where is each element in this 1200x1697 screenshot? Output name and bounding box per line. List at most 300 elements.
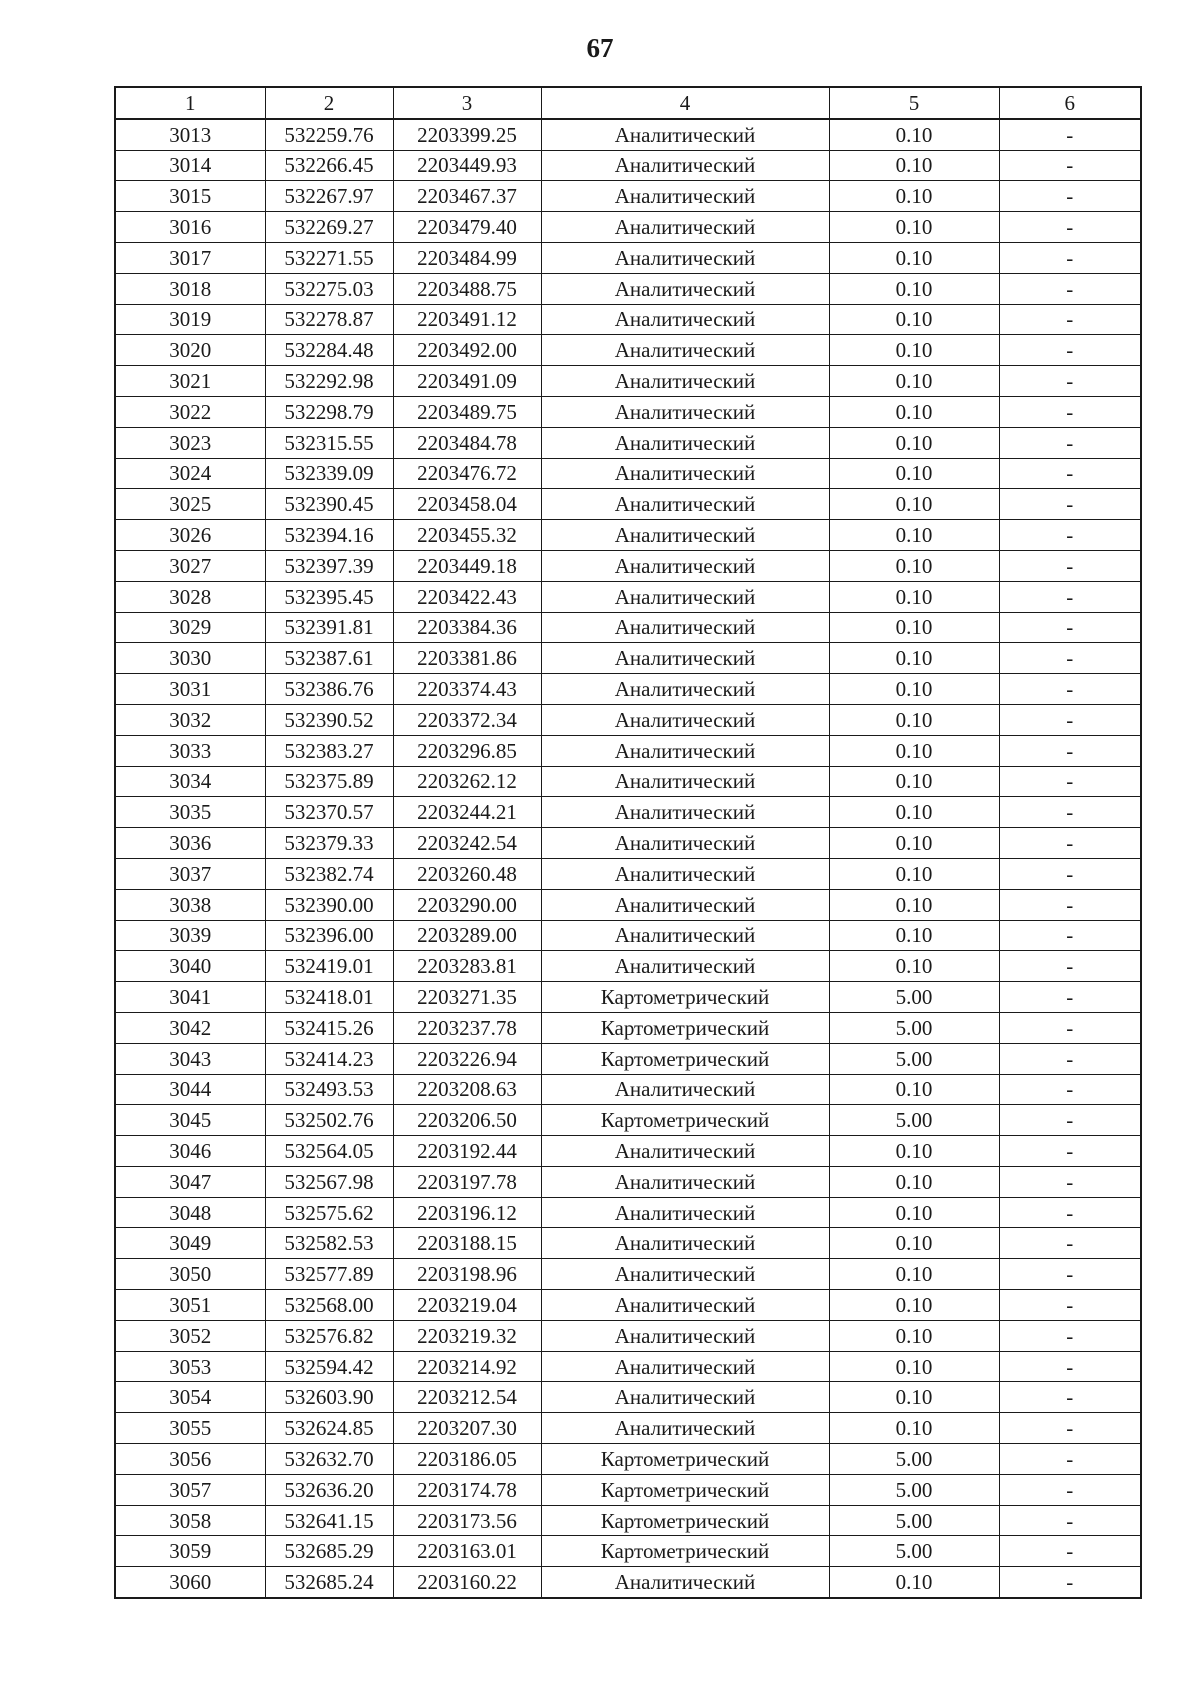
y-coordinate-cell: 2203467.37	[393, 181, 541, 212]
accuracy-cell: 5.00	[829, 982, 999, 1013]
y-coordinate-cell: 2203384.36	[393, 612, 541, 643]
method-cell: Аналитический	[541, 828, 829, 859]
method-cell: Картометрический	[541, 1043, 829, 1074]
point-number-cell: 3031	[115, 674, 265, 705]
method-cell: Аналитический	[541, 1136, 829, 1167]
y-coordinate-cell: 2203226.94	[393, 1043, 541, 1074]
note-cell: -	[999, 612, 1141, 643]
y-coordinate-cell: 2203186.05	[393, 1444, 541, 1475]
method-cell: Аналитический	[541, 1074, 829, 1105]
y-coordinate-cell: 2203489.75	[393, 396, 541, 427]
table-row	[115, 1505, 1141, 1536]
note-cell: -	[999, 766, 1141, 797]
note-cell: -	[999, 396, 1141, 427]
point-number-cell: 3016	[115, 212, 265, 243]
x-coordinate-cell: 532632.70	[265, 1444, 393, 1475]
note-cell: -	[999, 1474, 1141, 1505]
accuracy-cell: 0.10	[829, 858, 999, 889]
table-row	[115, 242, 1141, 273]
note-cell: -	[999, 1012, 1141, 1043]
method-cell: Картометрический	[541, 1536, 829, 1567]
y-coordinate-cell: 2203491.12	[393, 304, 541, 335]
method-cell: Аналитический	[541, 951, 829, 982]
method-cell: Картометрический	[541, 1012, 829, 1043]
y-coordinate-cell: 2203173.56	[393, 1505, 541, 1536]
x-coordinate-cell: 532419.01	[265, 951, 393, 982]
x-coordinate-cell: 532397.39	[265, 550, 393, 581]
table-row	[115, 1043, 1141, 1074]
note-cell: -	[999, 273, 1141, 304]
table-row	[115, 1290, 1141, 1321]
point-number-cell: 3043	[115, 1043, 265, 1074]
y-coordinate-cell: 2203271.35	[393, 982, 541, 1013]
y-coordinate-cell: 2203208.63	[393, 1074, 541, 1105]
note-cell: -	[999, 1197, 1141, 1228]
method-cell: Аналитический	[541, 335, 829, 366]
y-coordinate-cell: 2203374.43	[393, 674, 541, 705]
method-cell: Аналитический	[541, 489, 829, 520]
note-cell: -	[999, 828, 1141, 859]
x-coordinate-cell: 532271.55	[265, 242, 393, 273]
table-row	[115, 951, 1141, 982]
table-row	[115, 458, 1141, 489]
y-coordinate-cell: 2203290.00	[393, 889, 541, 920]
note-cell: -	[999, 458, 1141, 489]
table-row	[115, 1166, 1141, 1197]
method-cell: Аналитический	[541, 797, 829, 828]
table-row	[115, 212, 1141, 243]
column-header: 2	[265, 87, 393, 119]
y-coordinate-cell: 2203458.04	[393, 489, 541, 520]
x-coordinate-cell: 532278.87	[265, 304, 393, 335]
x-coordinate-cell: 532391.81	[265, 612, 393, 643]
table-row	[115, 858, 1141, 889]
method-cell: Аналитический	[541, 889, 829, 920]
accuracy-cell: 5.00	[829, 1444, 999, 1475]
x-coordinate-cell: 532383.27	[265, 735, 393, 766]
table-row	[115, 550, 1141, 581]
method-cell: Аналитический	[541, 181, 829, 212]
method-cell: Аналитический	[541, 520, 829, 551]
method-cell: Аналитический	[541, 643, 829, 674]
table-row	[115, 273, 1141, 304]
table-row	[115, 889, 1141, 920]
method-cell: Аналитический	[541, 1290, 829, 1321]
column-header: 1	[115, 87, 265, 119]
point-number-cell: 3053	[115, 1351, 265, 1382]
table-row	[115, 920, 1141, 951]
accuracy-cell: 0.10	[829, 674, 999, 705]
table-row	[115, 119, 1141, 150]
note-cell: -	[999, 1228, 1141, 1259]
accuracy-cell: 0.10	[829, 1351, 999, 1382]
method-cell: Аналитический	[541, 396, 829, 427]
note-cell: -	[999, 1290, 1141, 1321]
x-coordinate-cell: 532284.48	[265, 335, 393, 366]
x-coordinate-cell: 532382.74	[265, 858, 393, 889]
table-row	[115, 828, 1141, 859]
note-cell: -	[999, 489, 1141, 520]
y-coordinate-cell: 2203296.85	[393, 735, 541, 766]
table-row	[115, 489, 1141, 520]
point-number-cell: 3040	[115, 951, 265, 982]
table-row	[115, 766, 1141, 797]
point-number-cell: 3036	[115, 828, 265, 859]
accuracy-cell: 0.10	[829, 458, 999, 489]
accuracy-cell: 5.00	[829, 1012, 999, 1043]
x-coordinate-cell: 532636.20	[265, 1474, 393, 1505]
accuracy-cell: 0.10	[829, 242, 999, 273]
y-coordinate-cell: 2203381.86	[393, 643, 541, 674]
x-coordinate-cell: 532418.01	[265, 982, 393, 1013]
column-header: 5	[829, 87, 999, 119]
point-number-cell: 3029	[115, 612, 265, 643]
y-coordinate-cell: 2203198.96	[393, 1259, 541, 1290]
x-coordinate-cell: 532386.76	[265, 674, 393, 705]
table-row	[115, 304, 1141, 335]
method-cell: Аналитический	[541, 766, 829, 797]
page-number: 67	[586, 33, 614, 63]
table-row	[115, 643, 1141, 674]
y-coordinate-cell: 2203260.48	[393, 858, 541, 889]
point-number-cell: 3025	[115, 489, 265, 520]
table-row	[115, 674, 1141, 705]
method-cell: Картометрический	[541, 1444, 829, 1475]
note-cell: -	[999, 427, 1141, 458]
table-row	[115, 1197, 1141, 1228]
x-coordinate-cell: 532567.98	[265, 1166, 393, 1197]
point-number-cell: 3056	[115, 1444, 265, 1475]
y-coordinate-cell: 2203262.12	[393, 766, 541, 797]
accuracy-cell: 5.00	[829, 1105, 999, 1136]
note-cell: -	[999, 1536, 1141, 1567]
note-cell: -	[999, 366, 1141, 397]
table-row	[115, 1228, 1141, 1259]
x-coordinate-cell: 532493.53	[265, 1074, 393, 1105]
point-number-cell: 3048	[115, 1197, 265, 1228]
y-coordinate-cell: 2203488.75	[393, 273, 541, 304]
note-cell: -	[999, 1166, 1141, 1197]
table-body	[115, 119, 1141, 1598]
accuracy-cell: 0.10	[829, 366, 999, 397]
point-number-cell: 3034	[115, 766, 265, 797]
y-coordinate-cell: 2203197.78	[393, 1166, 541, 1197]
point-number-cell: 3028	[115, 581, 265, 612]
x-coordinate-cell: 532387.61	[265, 643, 393, 674]
x-coordinate-cell: 532269.27	[265, 212, 393, 243]
point-number-cell: 3054	[115, 1382, 265, 1413]
table-row	[115, 797, 1141, 828]
x-coordinate-cell: 532370.57	[265, 797, 393, 828]
accuracy-cell: 0.10	[829, 1382, 999, 1413]
accuracy-cell: 0.10	[829, 828, 999, 859]
point-number-cell: 3049	[115, 1228, 265, 1259]
point-number-cell: 3019	[115, 304, 265, 335]
accuracy-cell: 0.10	[829, 1259, 999, 1290]
x-coordinate-cell: 532575.62	[265, 1197, 393, 1228]
note-cell: -	[999, 889, 1141, 920]
point-number-cell: 3038	[115, 889, 265, 920]
accuracy-cell: 0.10	[829, 643, 999, 674]
table-row	[115, 1382, 1141, 1413]
table-row	[115, 1474, 1141, 1505]
y-coordinate-cell: 2203484.99	[393, 242, 541, 273]
accuracy-cell: 0.10	[829, 1074, 999, 1105]
x-coordinate-cell: 532339.09	[265, 458, 393, 489]
accuracy-cell: 0.10	[829, 550, 999, 581]
method-cell: Картометрический	[541, 1505, 829, 1536]
x-coordinate-cell: 532375.89	[265, 766, 393, 797]
point-number-cell: 3052	[115, 1320, 265, 1351]
accuracy-cell: 5.00	[829, 1536, 999, 1567]
accuracy-cell: 5.00	[829, 1474, 999, 1505]
point-number-cell: 3047	[115, 1166, 265, 1197]
point-number-cell: 3059	[115, 1536, 265, 1567]
table-row	[115, 1012, 1141, 1043]
method-cell: Аналитический	[541, 735, 829, 766]
x-coordinate-cell: 532582.53	[265, 1228, 393, 1259]
y-coordinate-cell: 2203174.78	[393, 1474, 541, 1505]
method-cell: Аналитический	[541, 920, 829, 951]
y-coordinate-cell: 2203188.15	[393, 1228, 541, 1259]
method-cell: Аналитический	[541, 304, 829, 335]
point-number-cell: 3045	[115, 1105, 265, 1136]
accuracy-cell: 0.10	[829, 273, 999, 304]
x-coordinate-cell: 532266.45	[265, 150, 393, 181]
accuracy-cell: 0.10	[829, 1166, 999, 1197]
x-coordinate-cell: 532577.89	[265, 1259, 393, 1290]
accuracy-cell: 0.10	[829, 797, 999, 828]
y-coordinate-cell: 2203219.32	[393, 1320, 541, 1351]
y-coordinate-cell: 2203244.21	[393, 797, 541, 828]
table-row	[115, 704, 1141, 735]
y-coordinate-cell: 2203289.00	[393, 920, 541, 951]
point-number-cell: 3041	[115, 982, 265, 1013]
method-cell: Аналитический	[541, 704, 829, 735]
x-coordinate-cell: 532390.00	[265, 889, 393, 920]
y-coordinate-cell: 2203206.50	[393, 1105, 541, 1136]
accuracy-cell: 0.10	[829, 1136, 999, 1167]
method-cell: Аналитический	[541, 150, 829, 181]
point-number-cell: 3017	[115, 242, 265, 273]
table-row	[115, 612, 1141, 643]
method-cell: Аналитический	[541, 1382, 829, 1413]
point-number-cell: 3032	[115, 704, 265, 735]
note-cell: -	[999, 119, 1141, 150]
y-coordinate-cell: 2203372.34	[393, 704, 541, 735]
point-number-cell: 3044	[115, 1074, 265, 1105]
note-cell: -	[999, 704, 1141, 735]
accuracy-cell: 0.10	[829, 889, 999, 920]
note-cell: -	[999, 242, 1141, 273]
note-cell: -	[999, 581, 1141, 612]
accuracy-cell: 0.10	[829, 1197, 999, 1228]
accuracy-cell: 0.10	[829, 1290, 999, 1321]
method-cell: Аналитический	[541, 550, 829, 581]
accuracy-cell: 0.10	[829, 212, 999, 243]
y-coordinate-cell: 2203207.30	[393, 1413, 541, 1444]
note-cell: -	[999, 304, 1141, 335]
point-number-cell: 3057	[115, 1474, 265, 1505]
x-coordinate-cell: 532685.24	[265, 1567, 393, 1598]
y-coordinate-cell: 2203422.43	[393, 581, 541, 612]
accuracy-cell: 0.10	[829, 335, 999, 366]
note-cell: -	[999, 520, 1141, 551]
point-number-cell: 3046	[115, 1136, 265, 1167]
method-cell: Аналитический	[541, 458, 829, 489]
note-cell: -	[999, 1567, 1141, 1598]
y-coordinate-cell: 2203219.04	[393, 1290, 541, 1321]
note-cell: -	[999, 181, 1141, 212]
method-cell: Аналитический	[541, 1259, 829, 1290]
accuracy-cell: 0.10	[829, 119, 999, 150]
table-row	[115, 427, 1141, 458]
method-cell: Аналитический	[541, 1228, 829, 1259]
accuracy-cell: 5.00	[829, 1505, 999, 1536]
table-row	[115, 520, 1141, 551]
point-number-cell: 3026	[115, 520, 265, 551]
x-coordinate-cell: 532396.00	[265, 920, 393, 951]
point-number-cell: 3042	[115, 1012, 265, 1043]
point-number-cell: 3021	[115, 366, 265, 397]
method-cell: Аналитический	[541, 1351, 829, 1382]
x-coordinate-cell: 532275.03	[265, 273, 393, 304]
point-number-cell: 3014	[115, 150, 265, 181]
point-number-cell: 3015	[115, 181, 265, 212]
point-number-cell: 3018	[115, 273, 265, 304]
note-cell: -	[999, 920, 1141, 951]
y-coordinate-cell: 2203449.93	[393, 150, 541, 181]
method-cell: Аналитический	[541, 212, 829, 243]
method-cell: Аналитический	[541, 273, 829, 304]
column-header: 4	[541, 87, 829, 119]
accuracy-cell: 0.10	[829, 181, 999, 212]
x-coordinate-cell: 532564.05	[265, 1136, 393, 1167]
y-coordinate-cell: 2203196.12	[393, 1197, 541, 1228]
point-number-cell: 3033	[115, 735, 265, 766]
accuracy-cell: 0.10	[829, 489, 999, 520]
y-coordinate-cell: 2203449.18	[393, 550, 541, 581]
x-coordinate-cell: 532315.55	[265, 427, 393, 458]
note-cell: -	[999, 951, 1141, 982]
accuracy-cell: 0.10	[829, 704, 999, 735]
y-coordinate-cell: 2203214.92	[393, 1351, 541, 1382]
method-cell: Аналитический	[541, 1567, 829, 1598]
x-coordinate-cell: 532415.26	[265, 1012, 393, 1043]
y-coordinate-cell: 2203479.40	[393, 212, 541, 243]
y-coordinate-cell: 2203399.25	[393, 119, 541, 150]
note-cell: -	[999, 212, 1141, 243]
x-coordinate-cell: 532267.97	[265, 181, 393, 212]
x-coordinate-cell: 532576.82	[265, 1320, 393, 1351]
point-number-cell: 3020	[115, 335, 265, 366]
note-cell: -	[999, 1444, 1141, 1475]
note-cell: -	[999, 735, 1141, 766]
accuracy-cell: 0.10	[829, 150, 999, 181]
y-coordinate-cell: 2203455.32	[393, 520, 541, 551]
x-coordinate-cell: 532394.16	[265, 520, 393, 551]
accuracy-cell: 5.00	[829, 1043, 999, 1074]
accuracy-cell: 0.10	[829, 1228, 999, 1259]
point-number-cell: 3027	[115, 550, 265, 581]
x-coordinate-cell: 532685.29	[265, 1536, 393, 1567]
table-row	[115, 1105, 1141, 1136]
x-coordinate-cell: 532292.98	[265, 366, 393, 397]
method-cell: Аналитический	[541, 427, 829, 458]
point-number-cell: 3013	[115, 119, 265, 150]
point-number-cell: 3022	[115, 396, 265, 427]
accuracy-cell: 0.10	[829, 427, 999, 458]
x-coordinate-cell: 532390.45	[265, 489, 393, 520]
accuracy-cell: 0.10	[829, 520, 999, 551]
accuracy-cell: 0.10	[829, 1413, 999, 1444]
table-row	[115, 1074, 1141, 1105]
method-cell: Аналитический	[541, 366, 829, 397]
note-cell: -	[999, 1351, 1141, 1382]
table-row	[115, 1444, 1141, 1475]
point-number-cell: 3023	[115, 427, 265, 458]
point-number-cell: 3050	[115, 1259, 265, 1290]
x-coordinate-cell: 532568.00	[265, 1290, 393, 1321]
method-cell: Аналитический	[541, 1413, 829, 1444]
y-coordinate-cell: 2203492.00	[393, 335, 541, 366]
y-coordinate-cell: 2203160.22	[393, 1567, 541, 1598]
x-coordinate-cell: 532624.85	[265, 1413, 393, 1444]
method-cell: Аналитический	[541, 674, 829, 705]
y-coordinate-cell: 2203192.44	[393, 1136, 541, 1167]
method-cell: Аналитический	[541, 119, 829, 150]
method-cell: Аналитический	[541, 1197, 829, 1228]
y-coordinate-cell: 2203491.09	[393, 366, 541, 397]
x-coordinate-cell: 532390.52	[265, 704, 393, 735]
accuracy-cell: 0.10	[829, 396, 999, 427]
note-cell: -	[999, 335, 1141, 366]
point-number-cell: 3037	[115, 858, 265, 889]
point-number-cell: 3035	[115, 797, 265, 828]
accuracy-cell: 0.10	[829, 1320, 999, 1351]
accuracy-cell: 0.10	[829, 735, 999, 766]
note-cell: -	[999, 1413, 1141, 1444]
table-row	[115, 1567, 1141, 1598]
method-cell: Аналитический	[541, 581, 829, 612]
note-cell: -	[999, 1320, 1141, 1351]
point-number-cell: 3058	[115, 1505, 265, 1536]
note-cell: -	[999, 858, 1141, 889]
note-cell: -	[999, 1259, 1141, 1290]
note-cell: -	[999, 1043, 1141, 1074]
x-coordinate-cell: 532379.33	[265, 828, 393, 859]
note-cell: -	[999, 982, 1141, 1013]
y-coordinate-cell: 2203484.78	[393, 427, 541, 458]
x-coordinate-cell: 532603.90	[265, 1382, 393, 1413]
accuracy-cell: 0.10	[829, 581, 999, 612]
x-coordinate-cell: 532594.42	[265, 1351, 393, 1382]
column-header: 6	[999, 87, 1141, 119]
accuracy-cell: 0.10	[829, 920, 999, 951]
point-number-cell: 3030	[115, 643, 265, 674]
accuracy-cell: 0.10	[829, 951, 999, 982]
table-row	[115, 1136, 1141, 1167]
method-cell: Аналитический	[541, 858, 829, 889]
y-coordinate-cell: 2203476.72	[393, 458, 541, 489]
x-coordinate-cell: 532641.15	[265, 1505, 393, 1536]
table-row	[115, 581, 1141, 612]
note-cell: -	[999, 150, 1141, 181]
x-coordinate-cell: 532298.79	[265, 396, 393, 427]
y-coordinate-cell: 2203283.81	[393, 951, 541, 982]
method-cell: Картометрический	[541, 982, 829, 1013]
method-cell: Аналитический	[541, 1320, 829, 1351]
